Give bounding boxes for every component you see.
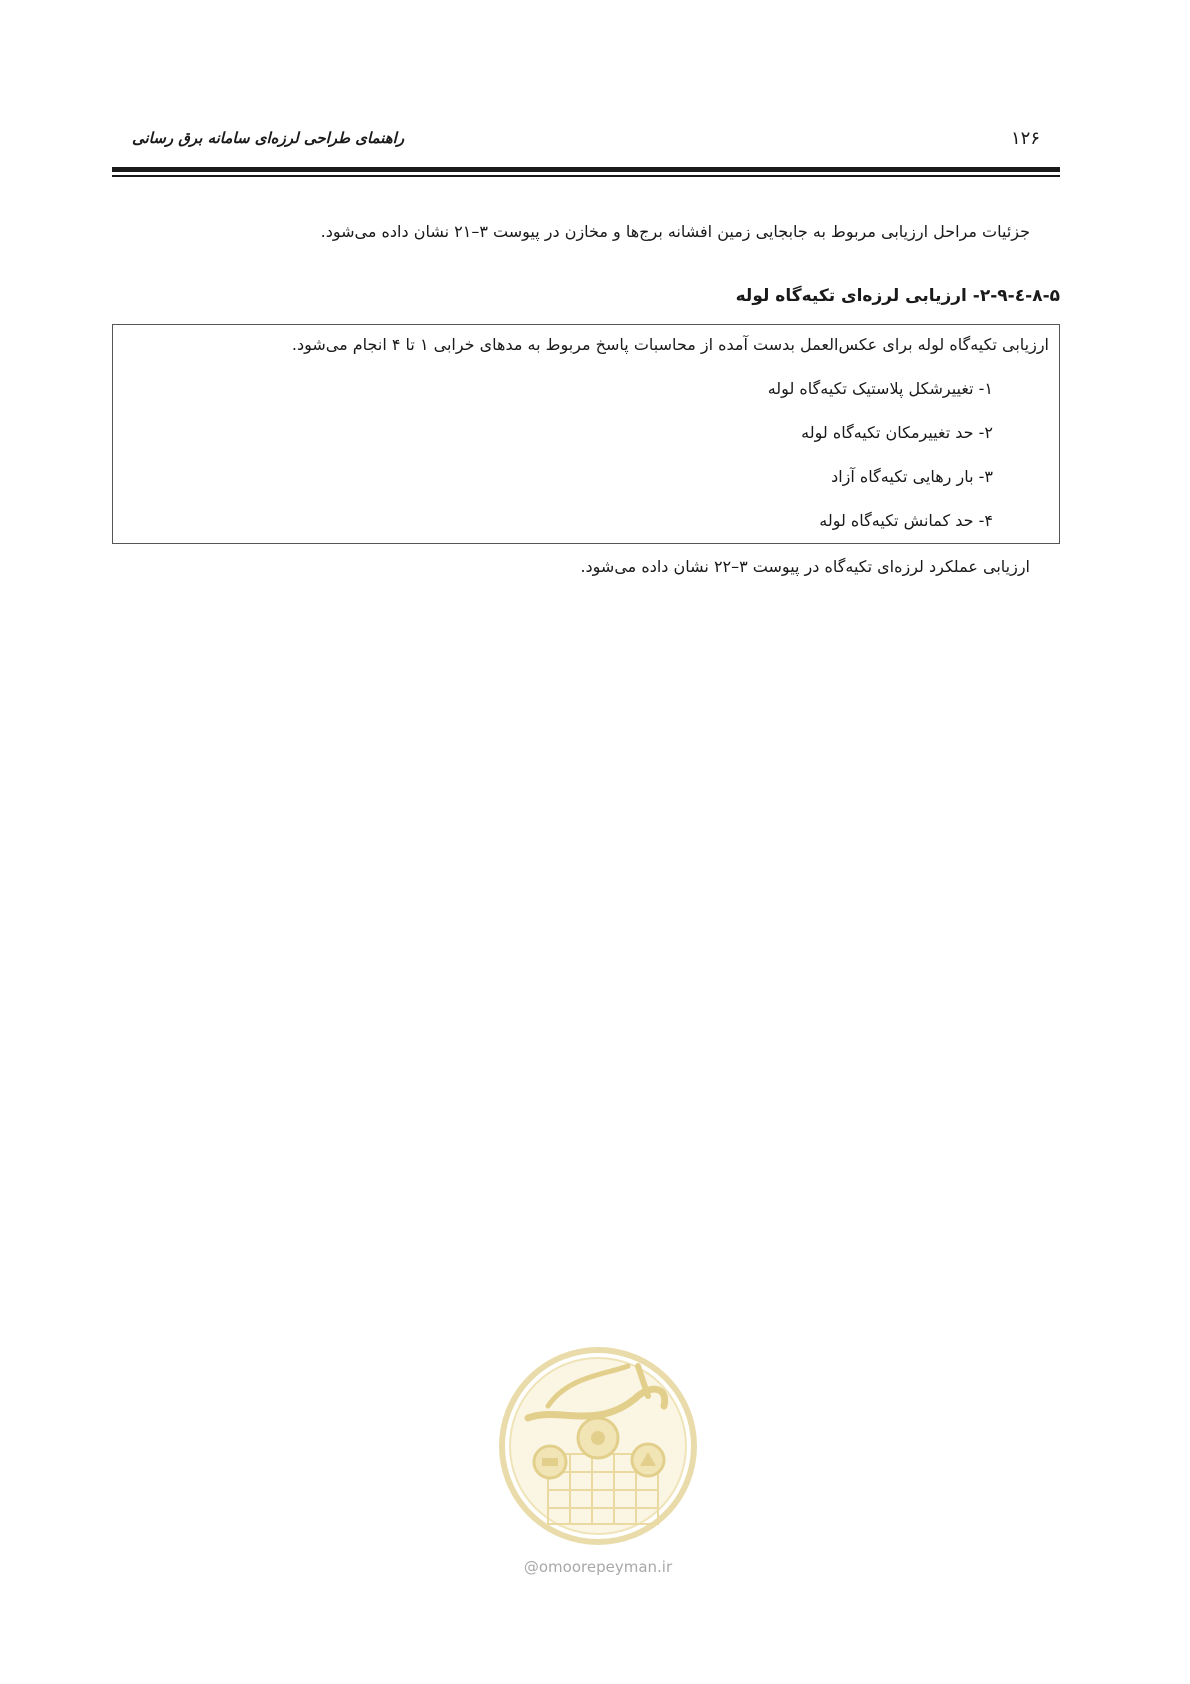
watermark-url: @omoorepeyman.ir <box>523 1558 673 1576</box>
framed-box <box>112 324 1060 544</box>
intro-paragraph: جزئیات مراحل ارزیابی مربوط به جابجایی زمین افشانه برج‌ها و مخازن در پیوست ۳–۲۱ نشان داده می‌شود. <box>320 222 1030 241</box>
header-rule-thick <box>112 167 1060 172</box>
running-title: راهنمای طراحی لرزه‌ای سامانه برق رسانی <box>132 129 405 147</box>
box-intro-text: ارزیابی تکیه‌گاه لوله برای عکس‌العمل بدست آمده از محاسبات پاسخ مربوط به مدهای خرابی ۱ تا ۴ انجام می‌شود. <box>291 335 1049 354</box>
outro-paragraph: ارزیابی عملکرد لرزه‌ای تکیه‌گاه در پیوست ۳–۲۲ نشان داده می‌شود. <box>580 557 1030 576</box>
watermark <box>488 1336 708 1596</box>
page-number: ۱۲۶ <box>1010 128 1040 149</box>
list-item: ۲- حد تغییرمکان تکیه‌گاه لوله <box>801 423 993 442</box>
list-item: ۱- تغییرشکل پلاستیک تکیه‌گاه لوله <box>767 379 993 398</box>
list-item: ۳- بار رهایی تکیه‌گاه آزاد <box>831 467 993 486</box>
failure-mode-list <box>768 377 993 553</box>
header-rule-thin <box>112 175 1060 177</box>
list-item: ۴- حد کمانش تکیه‌گاه لوله <box>819 511 993 530</box>
watermark-logo-icon <box>488 1336 708 1556</box>
page-header <box>112 118 1060 158</box>
section-heading: ۸-۵-٤-۲-۹- ارزیابی لرزه‌ای تکیه‌گاه لوله <box>735 286 1060 306</box>
